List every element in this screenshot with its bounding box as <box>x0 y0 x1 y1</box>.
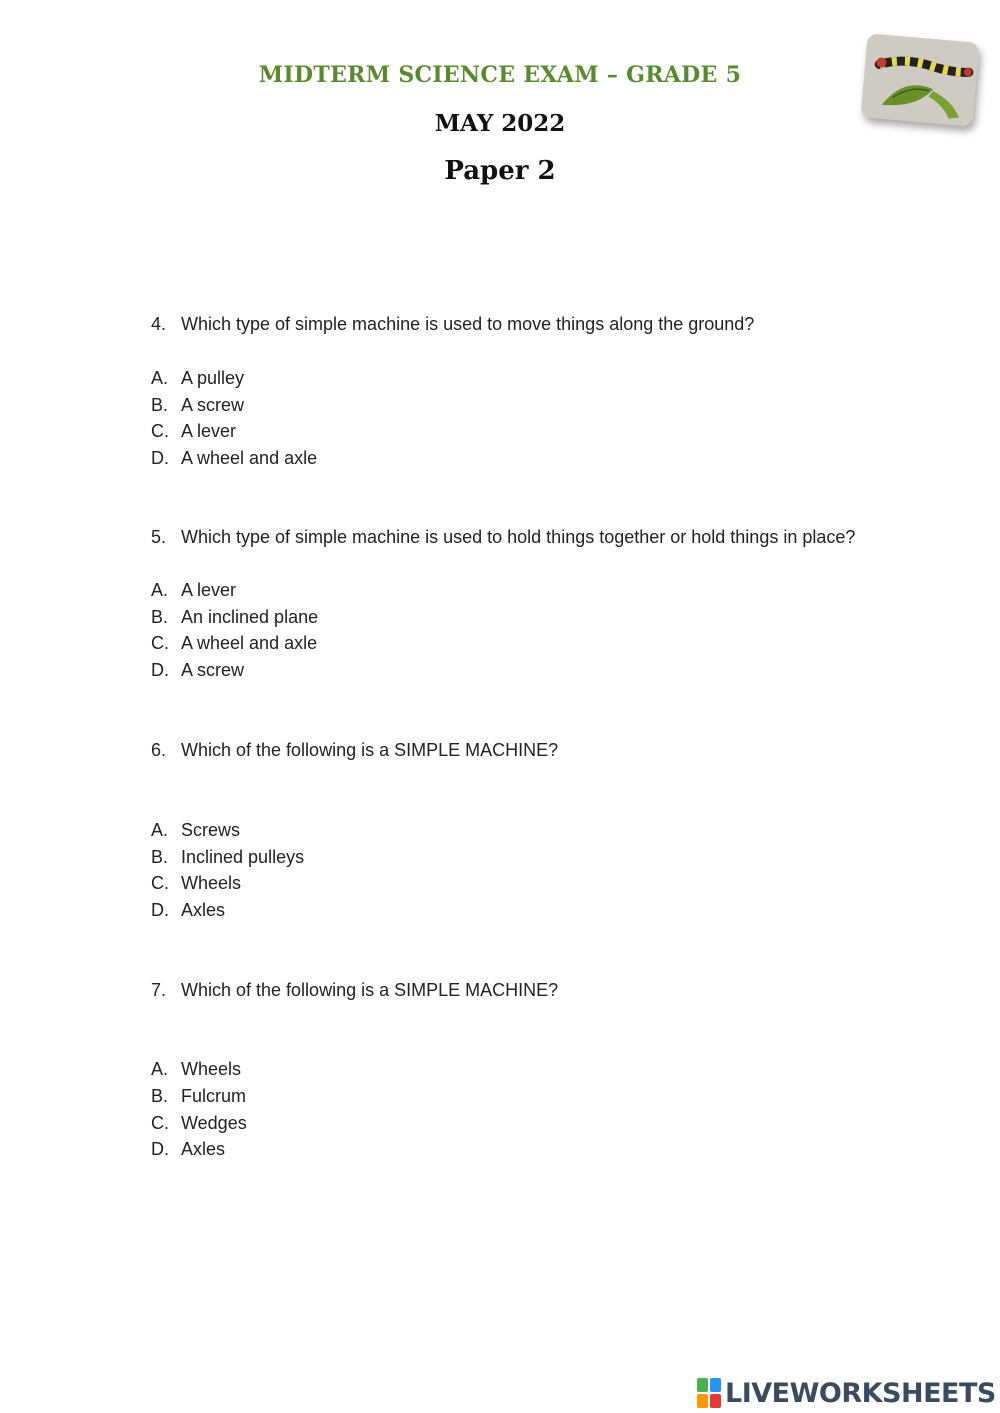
option-text: Wedges <box>181 1113 247 1133</box>
question-7 <box>151 980 558 1001</box>
option-text: A wheel and axle <box>181 633 318 653</box>
question-number: 6. <box>151 740 167 760</box>
option-letter: B. <box>151 395 169 415</box>
option-letter: D. <box>151 1139 169 1159</box>
paper-label: Paper 2 <box>444 156 556 186</box>
answer-option[interactable] <box>151 873 241 894</box>
option-text: A screw <box>181 660 245 680</box>
option-letter: C. <box>151 421 169 441</box>
exam-title: MIDTERM SCIENCE EXAM – GRADE 5 <box>258 62 742 88</box>
answer-option[interactable] <box>151 633 317 654</box>
option-text: Wheels <box>181 1059 242 1079</box>
option-letter: C. <box>151 633 169 653</box>
answer-option[interactable] <box>151 421 236 442</box>
liveworksheets-text: LIVEWORKSHEETS <box>725 1377 996 1409</box>
option-letter: B. <box>151 847 169 867</box>
answer-option[interactable] <box>151 900 225 921</box>
option-letter: B. <box>151 1086 169 1106</box>
option-letter: A. <box>151 580 169 600</box>
option-text: A wheel and axle <box>181 448 318 468</box>
option-letter: D. <box>151 660 169 680</box>
option-text: Fulcrum <box>181 1086 247 1106</box>
answer-option[interactable] <box>151 368 244 389</box>
question-4 <box>151 314 754 335</box>
answer-option[interactable] <box>151 395 244 416</box>
option-letter: C. <box>151 1113 169 1133</box>
liveworksheets-logo <box>697 1376 996 1410</box>
answer-option[interactable] <box>151 580 236 601</box>
answer-option[interactable] <box>151 820 240 841</box>
answer-option[interactable] <box>151 1139 225 1160</box>
option-letter: A. <box>151 820 169 840</box>
option-letter: D. <box>151 448 169 468</box>
option-text: A lever <box>181 580 237 600</box>
question-number: 5. <box>151 527 167 547</box>
question-text: Which of the following is a SIMPLE MACHINE? <box>181 740 559 760</box>
option-letter: C. <box>151 873 169 893</box>
question-number: 7. <box>151 980 167 1000</box>
answer-option[interactable] <box>151 1059 241 1080</box>
option-letter: D. <box>151 900 169 920</box>
question-number: 4. <box>151 314 167 334</box>
option-letter: B. <box>151 607 169 627</box>
liveworksheets-icon <box>697 1378 721 1408</box>
answer-option[interactable] <box>151 1113 247 1134</box>
question-text: Which type of simple machine is used to hold things together or hold things in place? <box>181 527 856 547</box>
option-letter: A. <box>151 1059 169 1079</box>
answer-option[interactable] <box>151 660 244 681</box>
option-text: A pulley <box>181 368 245 388</box>
option-text: A screw <box>181 395 245 415</box>
caterpillar-image <box>861 33 980 126</box>
question-text: Which type of simple machine is used to move things along the ground? <box>181 314 755 334</box>
question-5 <box>151 527 855 548</box>
option-text: Axles <box>181 900 226 920</box>
option-letter: A. <box>151 368 169 388</box>
exam-date: MAY 2022 <box>434 110 566 137</box>
option-text: Screws <box>181 820 241 840</box>
question-text: Which of the following is a SIMPLE MACHINE? <box>181 980 559 1000</box>
answer-option[interactable] <box>151 607 318 628</box>
option-text: An inclined plane <box>181 607 319 627</box>
answer-option[interactable] <box>151 448 317 469</box>
option-text: Axles <box>181 1139 226 1159</box>
answer-option[interactable] <box>151 847 304 868</box>
option-text: Wheels <box>181 873 242 893</box>
option-text: Inclined pulleys <box>181 847 305 867</box>
question-6 <box>151 740 558 761</box>
answer-option[interactable] <box>151 1086 246 1107</box>
option-text: A lever <box>181 421 237 441</box>
